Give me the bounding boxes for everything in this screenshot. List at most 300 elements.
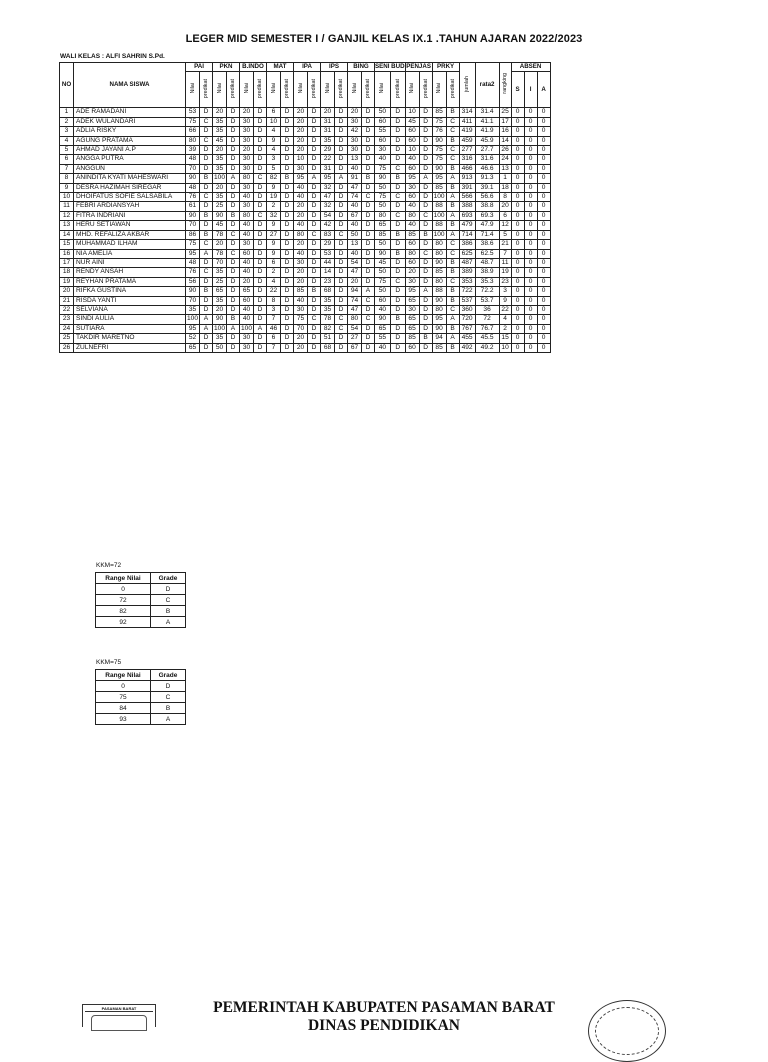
- grade-predikat: D: [281, 315, 294, 324]
- kkm-grade: D: [151, 681, 186, 692]
- grade-predikat: D: [281, 127, 294, 136]
- absen-i: 0: [524, 258, 537, 267]
- student-rank: 20: [499, 202, 511, 211]
- absen-a: 0: [537, 193, 550, 202]
- header-predikat: predikat: [284, 78, 290, 98]
- kkm-row: [96, 617, 186, 628]
- student-rata2: 35.3: [475, 277, 499, 286]
- header-predikat: predikat: [311, 78, 317, 98]
- student-rank: 12: [499, 221, 511, 230]
- student-name: SINDI AULIA: [74, 315, 186, 324]
- grade-predikat: D: [390, 296, 405, 305]
- kkm-range: 75: [96, 692, 151, 703]
- grade-nilai: 76: [186, 268, 200, 277]
- student-rata2: 36: [475, 305, 499, 314]
- grade-nilai: 75: [432, 146, 446, 155]
- grade-predikat: D: [419, 117, 432, 126]
- header-predikat: predikat: [422, 78, 429, 98]
- grade-nilai: 70: [186, 164, 200, 173]
- grade-predikat: D: [390, 343, 405, 352]
- absen-a: 0: [537, 230, 550, 239]
- grade-predikat: D: [419, 258, 432, 267]
- grade-nilai: 4: [267, 146, 281, 155]
- grade-nilai: 85: [405, 334, 419, 343]
- grade-nilai: 80: [186, 136, 200, 145]
- grade-predikat: B: [446, 136, 459, 145]
- grade-predikat: D: [308, 136, 321, 145]
- grade-nilai: 95: [294, 174, 308, 183]
- student-name: HERU SETIAWAN: [74, 221, 186, 230]
- absen-s: 0: [511, 230, 524, 239]
- student-jumlah: 720: [459, 315, 475, 324]
- grade-nilai: 35: [213, 117, 227, 126]
- grade-predikat: C: [446, 146, 459, 155]
- student-jumlah: 316: [459, 155, 475, 164]
- grade-nilai: 9: [267, 221, 281, 230]
- grade-nilai: 35: [186, 305, 200, 314]
- student-no: 21: [60, 296, 74, 305]
- grade-nilai: 13: [348, 240, 362, 249]
- student-rank: 11: [499, 258, 511, 267]
- grade-nilai: 65: [213, 287, 227, 296]
- grade-predikat: A: [446, 315, 459, 324]
- grade-predikat: D: [362, 155, 375, 164]
- kkm-grade: C: [151, 595, 186, 606]
- grade-predikat: D: [362, 249, 375, 258]
- student-rata2: 91.3: [475, 174, 499, 183]
- header-subject: B.INDO: [240, 63, 267, 72]
- grade-predikat: D: [227, 155, 240, 164]
- student-jumlah: 459: [459, 136, 475, 145]
- student-row: [60, 334, 551, 343]
- grade-predikat: A: [200, 315, 213, 324]
- grade-predikat: D: [362, 221, 375, 230]
- grade-predikat: D: [335, 164, 348, 173]
- header-absen-s: S: [511, 72, 524, 108]
- student-row: [60, 343, 551, 352]
- absen-i: 0: [524, 108, 537, 117]
- student-row: [60, 249, 551, 258]
- header-nilai-cell: [405, 72, 419, 108]
- grade-predikat: D: [419, 324, 432, 333]
- grade-predikat: D: [308, 202, 321, 211]
- absen-i: 0: [524, 146, 537, 155]
- grade-predikat: D: [227, 108, 240, 117]
- grade-nilai: 90: [432, 296, 446, 305]
- grade-nilai: 40: [294, 249, 308, 258]
- grade-predikat: B: [419, 334, 432, 343]
- grade-nilai: 35: [321, 305, 335, 314]
- grade-nilai: 100: [186, 315, 198, 323]
- absen-i: 0: [524, 305, 537, 314]
- grade-predikat: D: [308, 343, 321, 352]
- grade-predikat: D: [335, 183, 348, 192]
- grade-predikat: D: [254, 287, 267, 296]
- grade-predikat: C: [227, 230, 240, 239]
- grade-nilai: 65: [405, 296, 419, 305]
- grade-predikat: D: [362, 108, 375, 117]
- grade-nilai: 9: [267, 240, 281, 249]
- grade-nilai: 80: [240, 174, 254, 183]
- logo-band-text: PASAMAN BARAT: [85, 1006, 153, 1012]
- grade-nilai: 100: [433, 193, 445, 201]
- grade-nilai: 50: [375, 108, 391, 117]
- student-row: [60, 324, 551, 333]
- student-no: 10: [60, 193, 74, 202]
- grade-nilai: 30: [240, 136, 254, 145]
- grade-predikat: D: [281, 230, 294, 239]
- header-subject: PENJAS: [406, 63, 431, 70]
- grade-nilai: 85: [432, 343, 446, 352]
- grade-predikat: D: [390, 221, 405, 230]
- grade-predikat: D: [362, 334, 375, 343]
- grade-predikat: D: [227, 305, 240, 314]
- grade-predikat: B: [200, 230, 213, 239]
- grade-predikat: D: [335, 258, 348, 267]
- student-rata2: 45.9: [475, 136, 499, 145]
- grade-predikat: B: [446, 221, 459, 230]
- student-no: 17: [60, 258, 74, 267]
- grade-predikat: D: [254, 334, 267, 343]
- student-rata2: 38.9: [475, 268, 499, 277]
- student-jumlah: 360: [459, 305, 475, 314]
- grade-predikat: C: [335, 315, 348, 324]
- grade-nilai: 10: [267, 117, 281, 126]
- grade-predikat: D: [390, 202, 405, 211]
- absen-i: 0: [524, 155, 537, 164]
- grade-predikat: D: [419, 183, 432, 192]
- student-row: [60, 258, 551, 267]
- student-rata2: 49.2: [475, 343, 499, 352]
- grade-predikat: D: [335, 127, 348, 136]
- grade-predikat: D: [308, 258, 321, 267]
- grade-predikat: D: [419, 146, 432, 155]
- student-no: 16: [60, 249, 74, 258]
- grade-predikat: D: [335, 108, 348, 117]
- header-jumlah: jumlah: [464, 75, 471, 92]
- grade-predikat: B: [446, 343, 459, 352]
- grade-predikat: D: [362, 258, 375, 267]
- grade-nilai: 6: [267, 108, 281, 117]
- grade-nilai: 30: [375, 146, 391, 155]
- absen-a: 0: [537, 240, 550, 249]
- grade-predikat: D: [254, 221, 267, 230]
- header-rangking: rangking: [502, 73, 509, 94]
- absen-a: 0: [537, 324, 550, 333]
- grade-predikat: C: [362, 315, 375, 324]
- grade-predikat: D: [227, 127, 240, 136]
- grade-nilai: 30: [294, 305, 308, 314]
- student-rata2: 41.1: [475, 117, 499, 126]
- student-rank: 1: [499, 174, 511, 183]
- student-rata2: 72: [475, 315, 499, 324]
- student-rank: 10: [499, 343, 511, 352]
- absen-s: 0: [511, 334, 524, 343]
- grade-predikat: D: [390, 183, 405, 192]
- grade-predikat: D: [281, 305, 294, 314]
- grade-predikat: D: [419, 240, 432, 249]
- student-name: SELVIANA: [74, 305, 186, 314]
- grade-nilai: 90: [375, 174, 391, 183]
- student-name: MHD. REFALIZA AKBAR: [74, 230, 186, 239]
- grade-predikat: D: [254, 202, 267, 211]
- letterhead-line-1: PEMERINTAH KABUPATEN PASAMAN BARAT: [213, 999, 555, 1016]
- grade-nilai: 40: [240, 193, 254, 202]
- grade-predikat: D: [362, 146, 375, 155]
- header-predikat-cell: [446, 72, 459, 108]
- grade-predikat: C: [446, 305, 459, 314]
- grade-predikat: D: [390, 324, 405, 333]
- student-jumlah: 389: [459, 268, 475, 277]
- grade-predikat: D: [254, 296, 267, 305]
- grade-predikat: D: [308, 334, 321, 343]
- student-no: 15: [60, 240, 74, 249]
- grade-predikat: C: [335, 230, 348, 239]
- student-row: [60, 211, 551, 220]
- grade-predikat: D: [281, 146, 294, 155]
- grade-predikat: D: [200, 305, 213, 314]
- header-absen: ABSEN: [511, 63, 550, 72]
- grade-nilai: 20: [405, 268, 419, 277]
- grade-predikat: D: [200, 155, 213, 164]
- grade-nilai: 40: [375, 155, 391, 164]
- grade-predikat: C: [446, 249, 459, 258]
- absen-i: 0: [524, 296, 537, 305]
- grade-nilai: 56: [186, 277, 200, 286]
- grade-nilai: 31: [321, 117, 335, 126]
- grade-nilai: 47: [348, 305, 362, 314]
- grade-nilai: 30: [240, 334, 254, 343]
- grade-predikat: D: [227, 117, 240, 126]
- grade-predikat: B: [362, 174, 375, 183]
- grade-nilai: 60: [240, 296, 254, 305]
- grade-predikat: D: [254, 315, 267, 324]
- grade-predikat: D: [200, 277, 213, 286]
- grade-predikat: D: [227, 221, 240, 230]
- grade-predikat: B: [390, 230, 405, 239]
- grade-nilai: 35: [213, 296, 227, 305]
- absen-s: 0: [511, 268, 524, 277]
- grade-nilai: 95: [186, 324, 200, 333]
- grade-predikat: D: [308, 249, 321, 258]
- absen-i: 0: [524, 230, 537, 239]
- grade-predikat: D: [308, 108, 321, 117]
- grade-nilai: 95: [432, 174, 446, 183]
- grade-predikat: D: [254, 305, 267, 314]
- grade-nilai: 55: [375, 334, 391, 343]
- student-row: [60, 136, 551, 145]
- grade-predikat: D: [227, 258, 240, 267]
- student-jumlah: 714: [459, 230, 475, 239]
- grade-predikat: C: [200, 193, 213, 202]
- grade-predikat: D: [335, 146, 348, 155]
- grade-predikat: D: [335, 193, 348, 202]
- grade-predikat: D: [281, 249, 294, 258]
- grade-nilai: 10: [294, 155, 308, 164]
- student-no: 7: [60, 164, 74, 173]
- grade-nilai: 29: [321, 146, 335, 155]
- grade-predikat: D: [335, 343, 348, 352]
- header-nilai-cell: [267, 72, 281, 108]
- grade-predikat: C: [390, 277, 405, 286]
- header-subject: SENI BUD: [375, 63, 405, 70]
- grade-predikat: D: [390, 287, 405, 296]
- student-rata2: 38.8: [475, 202, 499, 211]
- student-rata2: 31.4: [475, 108, 499, 117]
- grade-predikat: C: [362, 296, 375, 305]
- header-subject: PAI: [186, 63, 213, 72]
- grade-nilai: 20: [294, 277, 308, 286]
- grade-nilai: 95: [186, 249, 200, 258]
- grade-predikat: D: [419, 155, 432, 164]
- grade-predikat: D: [308, 277, 321, 286]
- grade-nilai: 22: [321, 155, 335, 164]
- grade-nilai: 94: [348, 287, 362, 296]
- grade-nilai: 68: [321, 343, 335, 352]
- grade-nilai: 6: [267, 334, 281, 343]
- grade-predikat: A: [419, 174, 432, 183]
- grade-nilai: 39: [186, 146, 200, 155]
- absen-i: 0: [524, 343, 537, 352]
- student-rata2: 72.2: [475, 287, 499, 296]
- official-seal: [588, 1000, 666, 1062]
- kkm-header: Grade: [151, 670, 186, 681]
- grade-predikat: D: [362, 305, 375, 314]
- grade-nilai: 40: [294, 193, 308, 202]
- student-no: 9: [60, 183, 74, 192]
- grade-predikat: C: [446, 277, 459, 286]
- grade-predikat: D: [254, 136, 267, 145]
- grade-predikat: D: [308, 155, 321, 164]
- absen-s: 0: [511, 146, 524, 155]
- header-no: NO: [60, 63, 74, 108]
- grade-nilai: 35: [321, 296, 335, 305]
- grade-nilai: 48: [186, 258, 200, 267]
- grade-predikat: D: [308, 164, 321, 173]
- header-predikat: predikat: [257, 78, 263, 98]
- header-nilai-cell: [321, 72, 335, 108]
- grade-nilai: 75: [375, 277, 391, 286]
- grade-nilai: 20: [348, 277, 362, 286]
- grade-predikat: D: [254, 230, 267, 239]
- grade-predikat: B: [446, 258, 459, 267]
- grade-nilai: 88: [432, 287, 446, 296]
- student-name: ANINDITA KYATI MAHESWARI: [74, 174, 186, 183]
- header-subject: BING: [348, 63, 375, 72]
- student-jumlah: 466: [459, 164, 475, 173]
- grade-predikat: D: [335, 221, 348, 230]
- grade-nilai: 30: [348, 146, 362, 155]
- grade-nilai: 30: [240, 164, 254, 173]
- kkm-range: 0: [96, 681, 151, 692]
- grade-predikat: C: [254, 211, 267, 220]
- student-rank: 22: [499, 305, 511, 314]
- grade-nilai: 20: [213, 183, 227, 192]
- grade-nilai: 30: [405, 183, 419, 192]
- student-rank: 23: [499, 277, 511, 286]
- grade-predikat: D: [362, 202, 375, 211]
- grade-predikat: D: [308, 146, 321, 155]
- student-row: [60, 230, 551, 239]
- grade-predikat: D: [308, 221, 321, 230]
- grade-predikat: D: [390, 136, 405, 145]
- letterhead-line-2: DINAS PENDIDIKAN: [307, 1017, 460, 1034]
- grade-nilai: 3: [267, 155, 281, 164]
- grade-predikat: D: [200, 146, 213, 155]
- grade-predikat: A: [227, 174, 240, 183]
- kkm-range: 93: [96, 714, 151, 725]
- grade-nilai: 85: [432, 108, 446, 117]
- grade-nilai: 65: [405, 324, 419, 333]
- kkm-grade: A: [151, 714, 186, 725]
- grade-nilai: 60: [405, 127, 419, 136]
- student-no: 12: [60, 211, 74, 220]
- grade-predikat: D: [227, 296, 240, 305]
- grade-nilai: 40: [348, 202, 362, 211]
- student-rank: 26: [499, 146, 511, 155]
- grade-nilai: 2: [267, 268, 281, 277]
- header-absen-i: I: [524, 72, 537, 108]
- grade-nilai: 54: [321, 211, 335, 220]
- student-rank: 9: [499, 296, 511, 305]
- student-no: 20: [60, 287, 74, 296]
- grade-predikat: C: [419, 249, 432, 258]
- grade-predikat: C: [335, 324, 348, 333]
- grade-nilai: 27: [348, 334, 362, 343]
- grade-predikat: D: [200, 183, 213, 192]
- student-rata2: 76.7: [475, 324, 499, 333]
- grade-nilai: 40: [405, 155, 419, 164]
- student-jumlah: 314: [459, 108, 475, 117]
- grade-predikat: D: [281, 155, 294, 164]
- grade-nilai: 35: [213, 164, 227, 173]
- grade-nilai: 85: [294, 287, 308, 296]
- grade-predikat: D: [419, 343, 432, 352]
- grade-predikat: D: [254, 258, 267, 267]
- kkm-row: [96, 692, 186, 703]
- header-nilai: Nilai: [409, 82, 416, 94]
- grade-nilai: 90: [432, 164, 446, 173]
- absen-s: 0: [511, 343, 524, 352]
- grade-predikat: D: [308, 324, 321, 333]
- grade-predikat: D: [200, 164, 213, 173]
- grade-nilai: 80: [405, 249, 419, 258]
- grade-nilai: 75: [375, 164, 391, 173]
- grade-predikat: D: [390, 258, 405, 267]
- absen-s: 0: [511, 277, 524, 286]
- grade-predikat: B: [390, 174, 405, 183]
- grade-nilai: 80: [375, 211, 391, 220]
- absen-i: 0: [524, 268, 537, 277]
- kkm-grade-table: [95, 669, 186, 725]
- grade-nilai: 22: [267, 287, 281, 296]
- grade-predikat: D: [254, 164, 267, 173]
- grade-predikat: C: [200, 117, 213, 126]
- student-row: [60, 315, 551, 324]
- grade-predikat: D: [227, 202, 240, 211]
- grade-predikat: D: [362, 183, 375, 192]
- grade-nilai: 83: [321, 230, 335, 239]
- absen-s: 0: [511, 183, 524, 192]
- grade-nilai: 90: [213, 315, 227, 324]
- grade-nilai: 80: [405, 211, 419, 220]
- student-jumlah: 479: [459, 221, 475, 230]
- student-jumlah: 566: [459, 193, 475, 202]
- grade-nilai: 35: [213, 127, 227, 136]
- grade-nilai: 75: [375, 193, 391, 202]
- student-rank: 13: [499, 164, 511, 173]
- grade-predikat: B: [446, 164, 459, 173]
